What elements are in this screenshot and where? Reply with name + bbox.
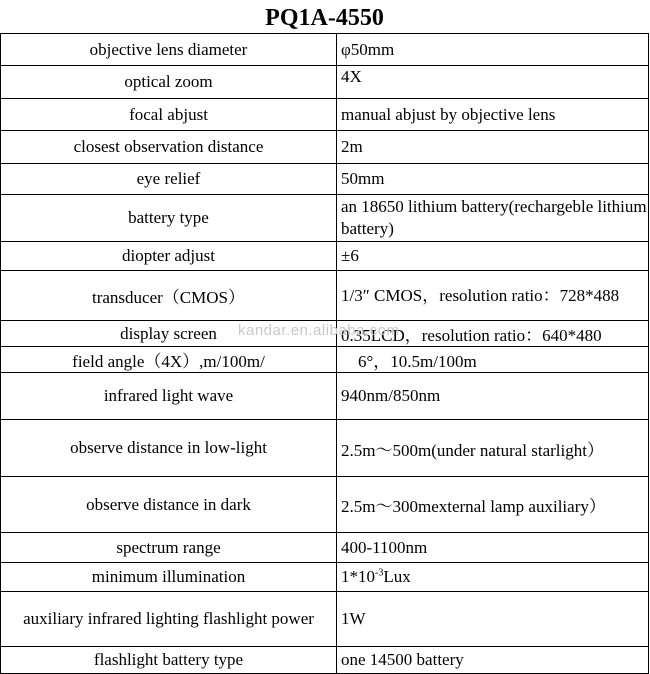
spec-label: eye relief (1, 164, 337, 195)
spec-label: battery type (1, 195, 337, 242)
spec-value-base: 1*10 (341, 567, 375, 586)
spec-value (337, 563, 649, 592)
spec-label: spectrum range (1, 533, 337, 563)
spec-label: objective lens diameter (1, 34, 337, 66)
spec-label: auxiliary infrared lighting flashlight power (1, 592, 337, 647)
spec-value: one 14500 battery (337, 647, 649, 674)
spec-table (0, 33, 649, 674)
spec-value: 1/3″ CMOS，resolution ratio：728*488 (337, 271, 649, 321)
table-row (1, 563, 649, 592)
spec-label: observe distance in dark (1, 477, 337, 533)
table-row (1, 164, 649, 195)
spec-value: manual abjust by objective lens (337, 99, 649, 131)
table-row (1, 533, 649, 563)
table-row (1, 34, 649, 66)
spec-value-unit: Lux (383, 567, 411, 586)
spec-value: 940nm/850nm (337, 373, 649, 420)
spec-value: 4X (337, 66, 649, 99)
spec-value: 6°，10.5m/100m (337, 347, 649, 373)
table-row (1, 66, 649, 99)
spec-label: display screen (1, 321, 337, 347)
watermark-text: kandar.en.alibaba.com (238, 322, 400, 339)
table-row (1, 195, 649, 242)
spec-label: flashlight battery type (1, 647, 337, 674)
table-row (1, 242, 649, 271)
spec-value: 400-1100nm (337, 533, 649, 563)
spec-value: 2m (337, 131, 649, 164)
spec-label: minimum illumination (1, 563, 337, 592)
table-row (1, 99, 649, 131)
table-row (1, 373, 649, 420)
table-row (1, 347, 649, 373)
spec-label: optical zoom (1, 66, 337, 99)
spec-value: 2.5m～500m(under natural starlight） (337, 420, 649, 477)
spec-value-exponent: -3 (375, 567, 384, 579)
spec-value: 0.35LCD，resolution ratio：640*480 (337, 321, 649, 347)
product-title: PQ1A-4550 (265, 5, 384, 31)
table-row (1, 321, 649, 347)
spec-label: observe distance in low-light (1, 420, 337, 477)
spec-label: focal abjust (1, 99, 337, 131)
table-row (1, 271, 649, 321)
spec-label: infrared light wave (1, 373, 337, 420)
spec-label: diopter adjust (1, 242, 337, 271)
spec-value: 2.5m～300mexternal lamp auxiliary） (337, 477, 649, 533)
spec-value: φ50mm (337, 34, 649, 66)
spec-value: 50mm (337, 164, 649, 195)
table-row (1, 131, 649, 164)
spec-label: transducer（CMOS） (1, 271, 337, 321)
table-row (1, 592, 649, 647)
spec-value: 1W (337, 592, 649, 647)
table-row (1, 647, 649, 674)
table-row (1, 477, 649, 533)
spec-value: ±6 (337, 242, 649, 271)
spec-label: closest observation distance (1, 131, 337, 164)
spec-label: field angle（4X）,m/100m/ (1, 347, 337, 373)
table-row (1, 420, 649, 477)
spec-value: an 18650 lithium battery(rechargeble lithium battery) (337, 195, 649, 242)
